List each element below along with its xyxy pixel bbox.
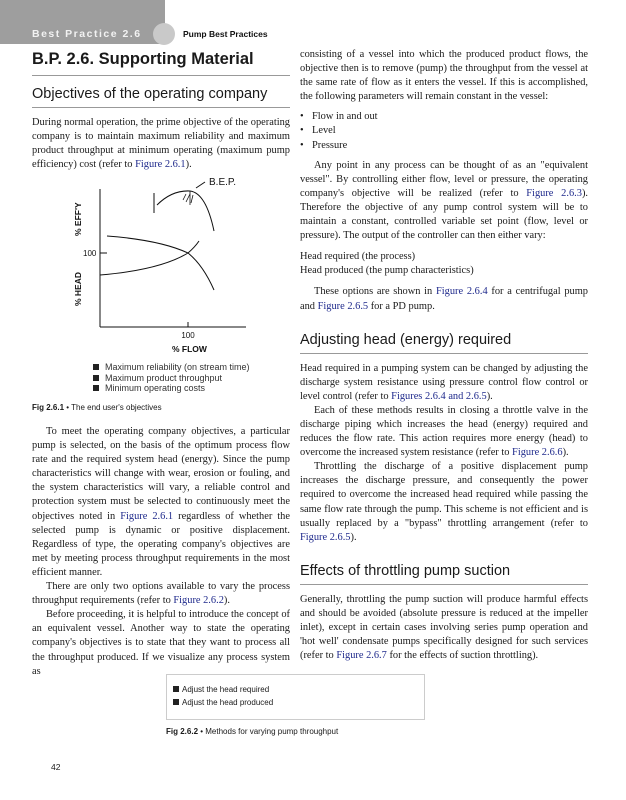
paragraph: consisting of a vessel into which the produced product flows, the objective then is to remove (pump) the throughput from the vessel at the same rate of flow as it enters the vessel. If this is accomplished, the following parameters will remain constant in the vessel:: [300, 49, 588, 103]
caption-number: Fig 2.6.2: [166, 727, 199, 736]
bullet-list: [300, 110, 588, 152]
x-axis-label: % FLOW: [172, 344, 207, 354]
bep-label: B.E.P.: [209, 177, 237, 188]
caption-number: Fig 2.6.1: [32, 403, 65, 412]
left-column-bottom: [32, 425, 290, 679]
subheading-adjusting-head: Adjusting head (energy) required: [300, 332, 588, 354]
paragraph: [300, 404, 588, 460]
square-bullet-icon: [93, 375, 99, 381]
caption-text: Methods for varying pump throughput: [205, 727, 339, 736]
y-axis-label-head: % HEAD: [73, 271, 83, 306]
text: for a centrifugal pump and: [300, 286, 589, 312]
figure-link[interactable]: Figure 2.6.5: [300, 531, 351, 543]
running-title: Pump Best Practices: [183, 29, 268, 39]
text: Head required in a pumping system can be changed by adjusting the discharge system resistance using pressure control flow control or level control (refer to: [300, 362, 588, 402]
figure-link[interactable]: Figure 2.6.1: [135, 159, 186, 171]
page-title: B.P. 2.6. Supporting Material: [32, 50, 290, 76]
list-item: [93, 383, 250, 394]
system-curve: [100, 241, 199, 275]
caption-text: The end user's objectives: [71, 403, 162, 412]
list-item: • Level: [300, 124, 588, 138]
list-item: [173, 685, 269, 694]
subheading-objectives: Objectives of the operating company: [32, 86, 290, 108]
option-line: Head required (the process): [300, 251, 416, 263]
figure-link[interactable]: Figure 2.6.1: [120, 510, 174, 522]
right-column: [300, 48, 588, 663]
bep-hatching: [183, 191, 193, 205]
paragraph: [300, 593, 588, 663]
figure-objectives-list: [93, 362, 250, 394]
page-number: 42: [51, 762, 61, 772]
text: ).: [350, 531, 357, 543]
text: There are only two options available to vary the process throughput requirements (refer to: [32, 581, 290, 607]
text: Maximum reliability (on stream time): [105, 362, 250, 372]
head-curve: [107, 236, 214, 290]
y-tick-label: 100: [83, 249, 97, 258]
text: regardless of whether the selected pump is dynamic or positive displacement. Regardless of type, the operating company's objectives are met by meeting process throughput requirements in the most efficient manner.: [32, 510, 290, 578]
figure-2-6-2-box: [166, 674, 425, 720]
text: To meet the operating company objectives, a particular pump is selected, on the basis of the optimum process flow rate and the required system head (energy). Since the pump characteristics will change with wear, erosion or fouling, and the system characteristics will vary, a reliable control and protection system must be selected to continuously meet the objectives noted in: [32, 426, 290, 522]
subheading-effects-throttling: Effects of throttling pump suction: [300, 563, 588, 585]
text: ).: [223, 595, 230, 607]
text: for a PD pump.: [368, 300, 435, 312]
bep-leader: [196, 182, 205, 188]
text: During normal operation, the prime objective of the operating company is to maintain maximum reliability and maximum product throughput at minimum operating (maximum pump efficiency) cost (refer to: [32, 117, 290, 171]
square-bullet-icon: [173, 686, 179, 692]
left-column-top: [32, 50, 290, 172]
efficiency-curve: [157, 191, 214, 231]
figure-link[interactable]: Figure 2.6.3: [526, 187, 582, 199]
list-item: • Flow in and out: [300, 110, 588, 124]
square-bullet-icon: [173, 699, 179, 705]
paragraph: Before proceeding, it is helpful to introduce the concept of an equivalent vessel. Another way to state the operating company's objectives is to state that they want to process all the throughput produced. If we visualize any process system as: [32, 609, 290, 677]
figure-2-6-1-chart: [0, 160, 300, 360]
text: Adjust the head produced: [182, 698, 274, 707]
square-bullet-icon: [93, 364, 99, 370]
text: Adjust the head required: [182, 685, 270, 694]
text: Maximum product throughput: [105, 372, 223, 383]
section-label: Best Practice 2.6: [32, 28, 142, 40]
x-tick-label: 100: [181, 331, 195, 340]
figure-link[interactable]: Figure 2.6.2: [173, 595, 224, 607]
figure-caption: Fig 2.6.1 • The end user's objectives: [32, 403, 162, 412]
paragraph: [32, 580, 290, 608]
option-line: Head produced (the pump characteristics): [300, 265, 474, 277]
text: Generally, throttling the pump suction will produce harmful effects and should be avoided (absolute pressure is reduced at the impeller inlet), except in certain cases involving series pump operation and 'hot well' condensate pumps specifically designed for such services (refer to: [300, 593, 588, 662]
list-item: • Pressure: [300, 139, 588, 153]
text: Any point in any process can be thought of as an "equivalent vessel". By controlling either flow, level or pressure, the operating company's objective will be realized (refer to: [300, 159, 588, 199]
figure-link[interactable]: Figure 2.6.6: [512, 447, 563, 459]
paragraph: [300, 159, 588, 244]
figure-link[interactable]: Figure 2.6.5: [317, 300, 369, 312]
paragraph: [300, 362, 588, 404]
figure-link[interactable]: Figures 2.6.4 and 2.6.5: [391, 390, 487, 402]
text: Throttling the discharge of a positive displacement pump increases the discharge pressure, and consequently the power required to overcome the increased head required while passing the same flow rate through the pump. This scheme is not efficient and is usually replaced by a "bypass" throttling arrangement (refer to: [300, 461, 588, 529]
figure-link[interactable]: Figure 2.6.4: [436, 286, 488, 298]
text: ).: [486, 390, 493, 402]
list-item: [173, 698, 273, 707]
text: Minimum operating costs: [105, 383, 206, 393]
text: These options are shown in: [314, 286, 436, 298]
list-item: [93, 362, 250, 373]
text: ).: [562, 447, 569, 459]
header-tab-circle: [153, 23, 175, 45]
figure-caption: Fig 2.6.2 • Methods for varying pump throughput: [166, 727, 339, 736]
text: ).: [185, 159, 192, 171]
paragraph: [300, 460, 588, 545]
text: Each of these methods results in closing a throttle valve in the discharge piping which increases the head (energy) required and reduces the flow rate. This action requires more energy (head) to overcome the increased system resistance (refer to: [300, 404, 588, 459]
paragraph: [300, 285, 588, 313]
text: ). Therefore the objective of any pump control system will be to maintain a constant, controlled variable set point (flow, level or pressure). The output of the controller can then either vary:: [300, 187, 588, 242]
list-item: [93, 373, 250, 384]
square-bullet-icon: [93, 385, 99, 391]
text: for the effects of suction throttling).: [386, 650, 539, 662]
paragraph: [32, 425, 290, 580]
section-band: [0, 0, 165, 44]
y-axis-label-efficiency: % EFF'Y: [73, 202, 83, 236]
figure-link[interactable]: Figure 2.6.7: [336, 650, 387, 662]
